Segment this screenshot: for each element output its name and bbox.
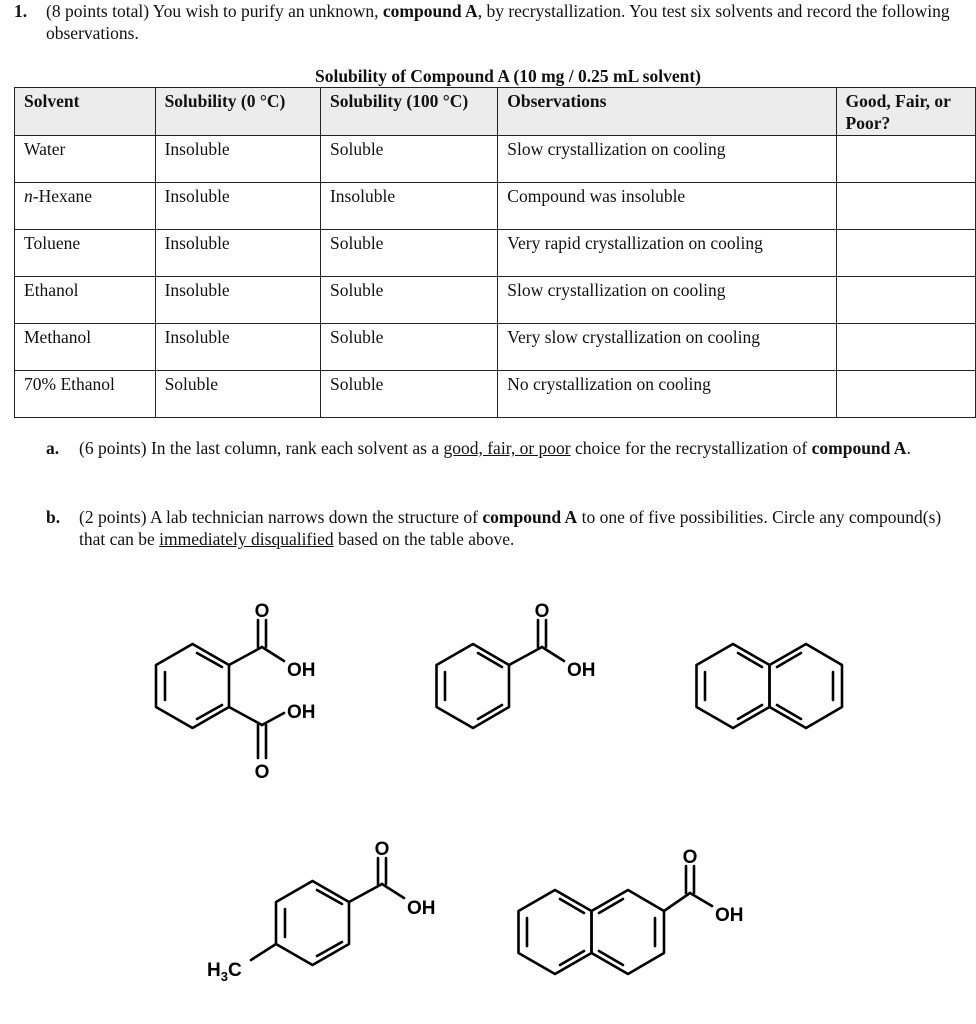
atom-label: O: [254, 601, 270, 622]
cold-solubility-cell: Insoluble: [155, 183, 320, 230]
part-b-compound: compound A: [482, 507, 578, 527]
atom-label: OH: [407, 898, 436, 919]
header-solubility-cold: Solubility (0 °C): [155, 88, 320, 136]
atom-label: OH: [567, 660, 596, 681]
atom-label: O: [254, 762, 270, 783]
hot-solubility-cell: Soluble: [320, 136, 497, 183]
hot-solubility-cell: Soluble: [320, 324, 497, 371]
solvent-cell: 70% Ethanol: [15, 371, 156, 418]
solvent-cell: Ethanol: [15, 277, 156, 324]
part-a-label: a.: [46, 438, 60, 458]
table-caption: Solubility of Compound A (10 mg / 0.25 mL solvent): [314, 66, 702, 86]
solvent-cell: Water: [15, 136, 156, 183]
hot-solubility-cell: Soluble: [320, 371, 497, 418]
solvent-cell: n-Hexane: [15, 183, 156, 230]
solvent-cell: Toluene: [15, 230, 156, 277]
question-number: 1.: [14, 1, 28, 21]
header-observations: Observations: [498, 88, 836, 136]
observation-cell: Very slow crystallization on cooling: [498, 324, 836, 371]
observation-cell: Slow crystallization on cooling: [498, 136, 836, 183]
intro-pre: (8 points total) You wish to purify an unknown,: [46, 1, 383, 21]
part-b-text: (2 points) A lab technician narrows down the structure of compound A to one of five possibilities. Circle any compound(s) that can be immediately disqualified based on the table above.: [79, 507, 942, 549]
cold-solubility-cell: Insoluble: [155, 230, 320, 277]
header-solubility-hot: Solubility (100 °C): [320, 88, 497, 136]
atom-label: O: [534, 601, 550, 622]
observation-cell: Very rapid crystallization on cooling: [498, 230, 836, 277]
phthalic-acid-structure[interactable]: [156, 620, 284, 758]
cold-solubility-cell: Insoluble: [155, 277, 320, 324]
cold-solubility-cell: Soluble: [155, 371, 320, 418]
observation-cell: No crystallization on cooling: [498, 371, 836, 418]
atom-label: OH: [287, 660, 316, 681]
naphthalene-structure[interactable]: [697, 644, 843, 728]
hot-solubility-cell: Soluble: [320, 230, 497, 277]
part-b-underlined: immediately disqualified: [159, 529, 334, 549]
solvent-cell: Methanol: [15, 324, 156, 371]
methyl-label: $H_3C$: [207, 960, 242, 984]
intro-compound: compound A: [382, 1, 478, 21]
hot-solubility-cell: Soluble: [320, 277, 497, 324]
observation-cell: Compound was insoluble: [498, 183, 836, 230]
observation-cell: Slow crystallization on cooling: [498, 277, 836, 324]
benzoic-acid-structure[interactable]: [437, 620, 565, 728]
intro-post: , by recrystallization. You test six solvents and record the following observations.: [46, 1, 950, 43]
p-toluic-acid-structure[interactable]: [251, 858, 404, 965]
part-a-compound: compound A: [811, 438, 907, 458]
part-a-text: (6 points) In the last column, rank each solvent as a good, fair, or poor choice for the recrystallization of compound A.: [79, 438, 911, 458]
hot-solubility-cell: Insoluble: [320, 183, 497, 230]
atom-label: O: [682, 847, 698, 868]
cold-solubility-cell: Insoluble: [155, 324, 320, 371]
part-b-label: b.: [46, 507, 61, 527]
atom-label: OH: [287, 702, 316, 723]
2-naphthoic-acid-structure[interactable]: [519, 866, 713, 974]
header-solvent: Solvent: [15, 88, 156, 136]
part-a-underlined: good, fair, or poor: [443, 438, 571, 458]
cold-solubility-cell: Insoluble: [155, 136, 320, 183]
atom-label: OH: [715, 905, 744, 926]
atom-label: O: [374, 839, 390, 860]
header-rank: Good, Fair, or Poor?: [836, 88, 975, 136]
